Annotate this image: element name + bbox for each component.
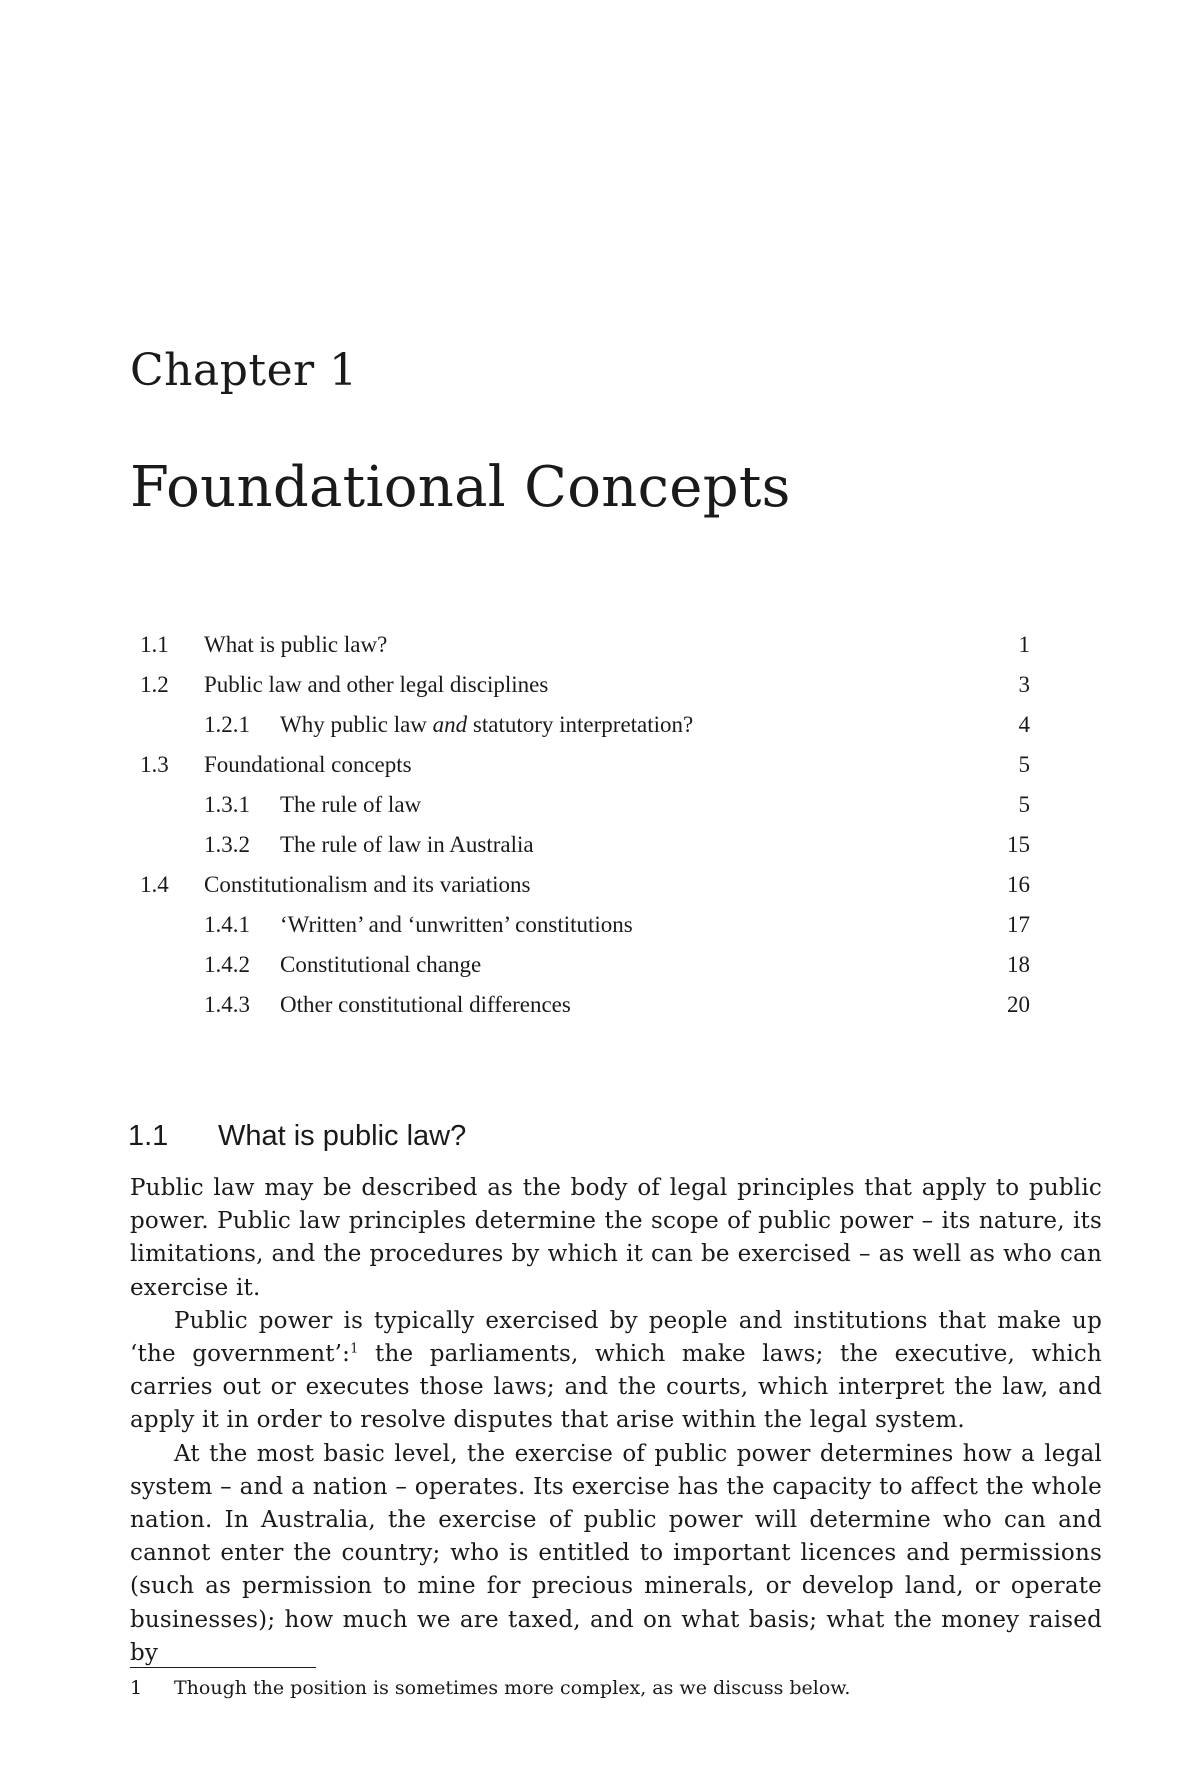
toc-entry-number: 1.4.3 (204, 992, 250, 1017)
table-of-contents (140, 625, 1030, 1025)
toc-entry (140, 945, 1030, 985)
toc-entry-page: 16 (1007, 872, 1030, 897)
toc-entry-title: Constitutional change (280, 952, 482, 977)
toc-entry-title: Foundational concepts (204, 752, 412, 777)
section-number: 1.1 (128, 1120, 169, 1152)
toc-entry-title: The rule of law (280, 792, 422, 817)
toc-entry-number: 1.4.1 (204, 912, 250, 937)
toc-entry-page: 15 (1007, 832, 1030, 857)
toc-entry-page: 18 (1007, 952, 1030, 977)
body-text (130, 1172, 1102, 1670)
toc-entry-title: ‘Written’ and ‘unwritten’ constitutions (280, 912, 633, 937)
toc-entry-number: 1.4 (140, 872, 169, 897)
toc-entry-number: 1.2.1 (204, 712, 250, 737)
section-heading (128, 1118, 466, 1154)
section-title: What is public law? (218, 1120, 467, 1152)
toc-entry-title-emphasis: and (432, 712, 468, 737)
toc-entry-title-part: statutory interpretation? (467, 712, 694, 737)
toc-entry-title: Constitutionalism and its variations (204, 872, 531, 897)
toc-entry (140, 905, 1030, 945)
toc-entry-number: 1.3.2 (204, 832, 250, 857)
toc-entry-page: 3 (1018, 672, 1030, 697)
paragraph-text: Public power is typically exercised by people and institutions that make up ‘the government’: (130, 1307, 1102, 1368)
toc-entry-number: 1.4.2 (204, 952, 250, 977)
toc-entry-page: 5 (1018, 752, 1030, 777)
toc-entry (140, 865, 1030, 905)
footnote-number: 1 (130, 1677, 143, 1699)
toc-entry (140, 985, 1030, 1025)
toc-entry-title: Public law and other legal disciplines (204, 672, 549, 697)
footnote-reference[interactable]: 1 (350, 1341, 359, 1357)
toc-entry-page: 1 (1018, 632, 1030, 657)
toc-entry-title: The rule of law in Australia (280, 832, 534, 857)
toc-entry (140, 825, 1030, 865)
toc-entry (140, 665, 1030, 705)
toc-entry-page: 5 (1018, 792, 1030, 817)
toc-entry-title (280, 705, 693, 745)
toc-entry-page: 4 (1018, 712, 1030, 737)
toc-entry-number: 1.3.1 (204, 792, 250, 817)
paragraph-text: the parliaments, which make laws; the executive, which carries out or executes those laws; and the courts, which interpret the law, and apply it in order to resolve disputes that arise within the legal system. (130, 1341, 1102, 1434)
toc-entry-page: 20 (1007, 992, 1030, 1017)
toc-entry-title-part: Why public law (280, 712, 433, 737)
toc-entry-number: 1.2 (140, 672, 169, 697)
footnote (130, 1674, 1102, 1702)
footnote-divider (130, 1667, 316, 1668)
toc-entry (140, 785, 1030, 825)
toc-entry (140, 705, 1030, 745)
paragraph: Public law may be described as the body of legal principles that apply to public power. Public law principles determine the scope of public power – its nature, its limitations, and the procedures by which it can be exercised – as well as who can exercise it. (130, 1175, 1102, 1301)
chapter-label: Chapter 1 (130, 345, 358, 396)
paragraph: At the most basic level, the exercise of public power determines how a legal system – and a nation – operates. Its exercise has the capacity to affect the whole nation. In Australia, the exercise of public power will determine who can and cannot enter the country; who is entitled to important licences and permissions (such as permission to mine for precious minerals, or develop land, or operate businesses); how much we are taxed, and on what basis; what the money raised by (130, 1440, 1102, 1666)
chapter-title: Foundational Concepts (130, 455, 791, 520)
toc-entry (140, 625, 1030, 665)
paragraph (130, 1305, 1102, 1438)
toc-entry (140, 745, 1030, 785)
toc-entry-title: What is public law? (204, 632, 388, 657)
toc-entry-number: 1.3 (140, 752, 169, 777)
toc-entry-title: Other constitutional differences (280, 992, 571, 1017)
toc-entry-page: 17 (1007, 912, 1030, 937)
footnote-text: Though the position is sometimes more complex, as we discuss below. (174, 1677, 851, 1699)
toc-entry-number: 1.1 (140, 632, 169, 657)
